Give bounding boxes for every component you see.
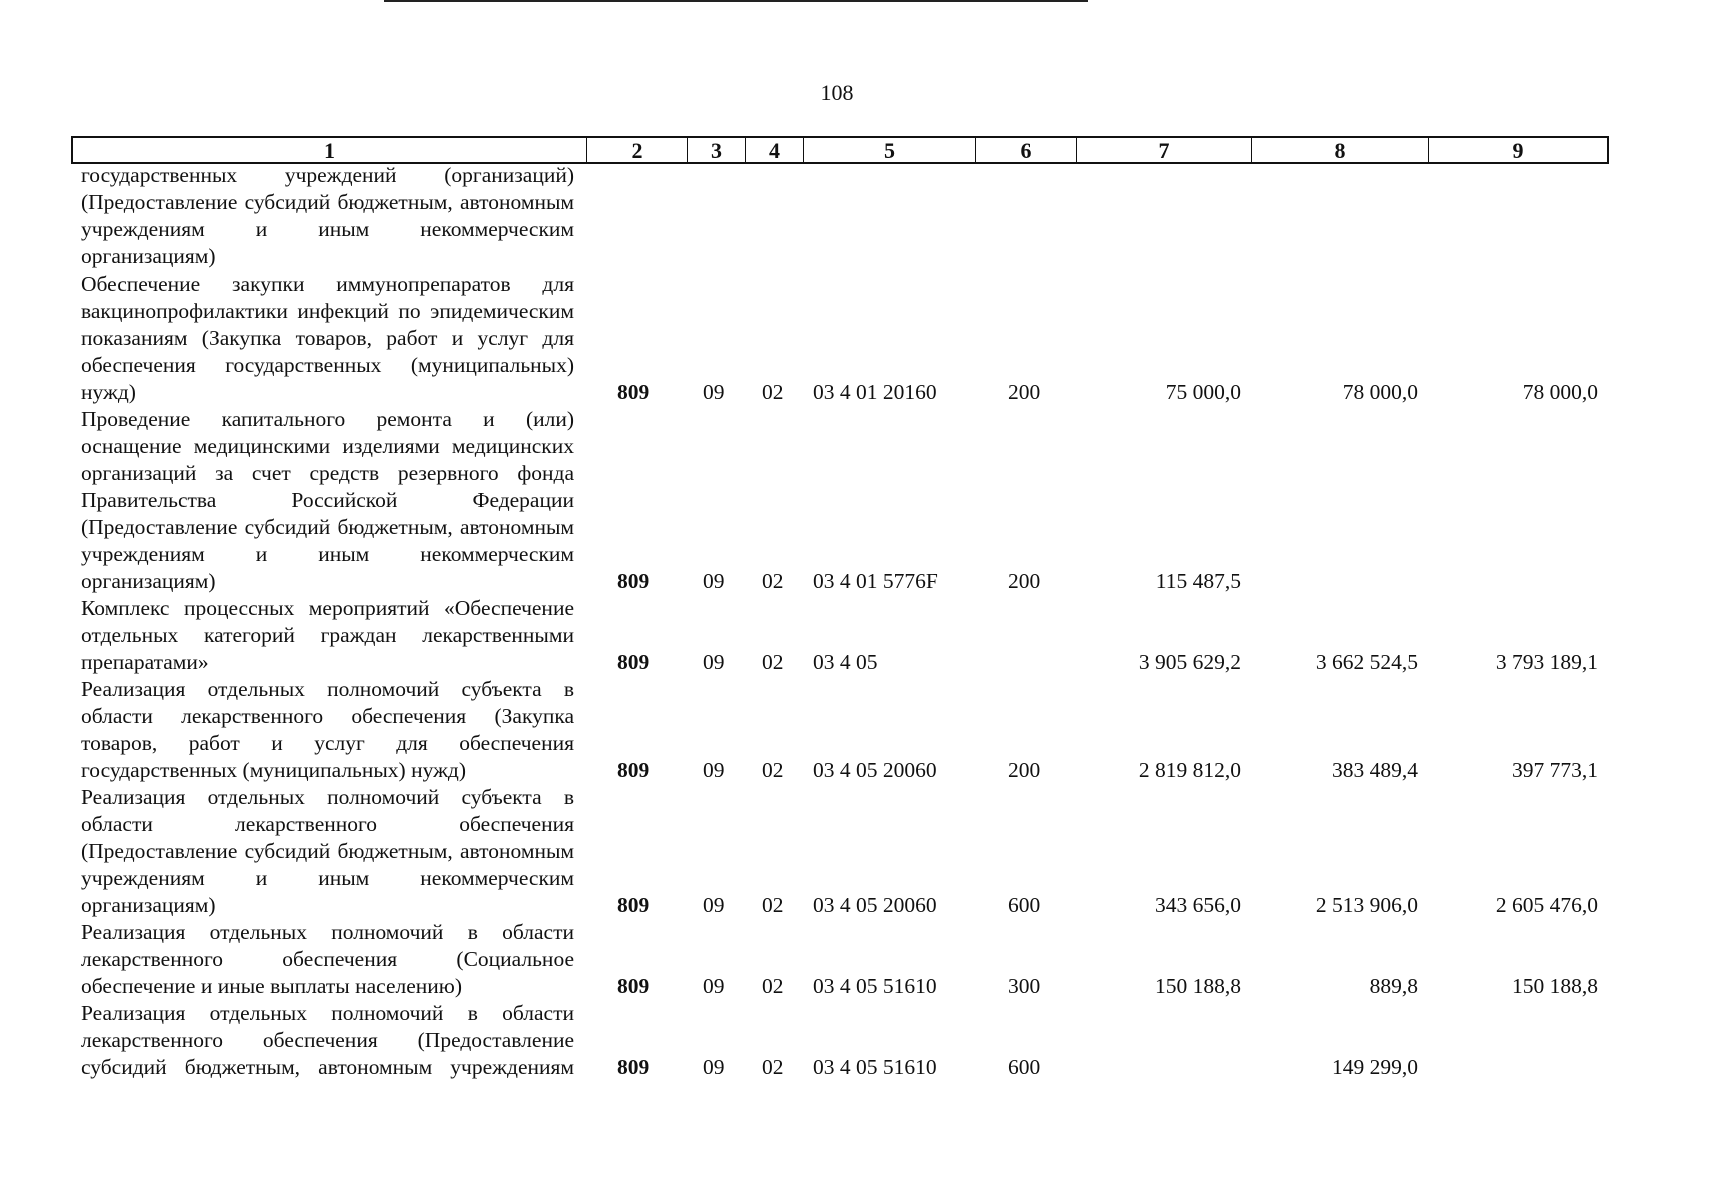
scan-artifact-line [384, 0, 1088, 2]
row-rz: 09 [703, 569, 725, 593]
header-col-8: 8 [1252, 138, 1429, 162]
row-grbs: 809 [617, 650, 650, 674]
row-year2: 383 489,4 [1332, 758, 1418, 782]
row-pr: 02 [762, 758, 784, 782]
table-header [71, 136, 1609, 164]
row-vr: 300 [1008, 974, 1041, 998]
row-vr: 200 [1008, 380, 1041, 404]
row-year1: 115 487,5 [1155, 569, 1241, 593]
row-grbs: 809 [617, 974, 650, 998]
row-description: Реализация отдельных полномочий субъекта в области лекарственного обеспечения (Закупка товаров, работ и услуг для обеспечения государственных (муниципальных) нужд) [81, 677, 574, 782]
row-rz: 09 [703, 758, 725, 782]
row-vr: 200 [1008, 569, 1041, 593]
row-rz: 09 [703, 974, 725, 998]
row-year3: 2 605 476,0 [1495, 893, 1598, 917]
row-year3: 3 793 189,1 [1495, 650, 1598, 674]
row-vr: 200 [1008, 758, 1041, 782]
row-description: Проведение капитального ремонта и (или) оснащение медицинскими изделиями медицинских организаций за счет средств резервного фонда Правительства Российской Федерации (Предоставление субсидий бюджетным, автономным учреждениям и иным некоммерческим организациям) [81, 407, 574, 593]
row-csr: 03 4 05 51610 [813, 1055, 937, 1079]
row-grbs: 809 [617, 380, 650, 404]
row-csr: 03 4 01 5776F [813, 569, 938, 593]
row-rz: 09 [703, 380, 725, 404]
row-rz: 09 [703, 1055, 725, 1079]
header-col-7: 7 [1077, 138, 1252, 162]
header-col-3: 3 [688, 138, 746, 162]
row-pr: 02 [762, 569, 784, 593]
row-rz: 09 [703, 893, 725, 917]
row-grbs: 809 [617, 1055, 650, 1079]
row-description: Комплекс процессных мероприятий «Обеспечение отдельных категорий граждан лекарственными препаратами» [81, 596, 574, 674]
row-grbs: 809 [617, 893, 650, 917]
row-year1: 343 656,0 [1155, 893, 1241, 917]
row-pr: 02 [762, 1055, 784, 1079]
header-col-2: 2 [587, 138, 688, 162]
row-year3: 78 000,0 [1522, 380, 1598, 404]
row-grbs: 809 [617, 569, 650, 593]
row-year2: 2 513 906,0 [1315, 893, 1418, 917]
row-pr: 02 [762, 650, 784, 674]
row-year1: 2 819 812,0 [1138, 758, 1241, 782]
header-col-4: 4 [746, 138, 804, 162]
row-rz: 09 [703, 650, 725, 674]
row-description: Реализация отдельных полномочий в области лекарственного обеспечения (Предоставление субсидий бюджетным, автономным учреждениям [81, 1001, 574, 1079]
row-grbs: 809 [617, 758, 650, 782]
row-csr: 03 4 05 20060 [813, 758, 937, 782]
row-vr: 600 [1008, 1055, 1041, 1079]
row-year1: 150 188,8 [1155, 974, 1241, 998]
row-csr: 03 4 01 20160 [813, 380, 937, 404]
row-year1: 3 905 629,2 [1138, 650, 1241, 674]
row-pr: 02 [762, 893, 784, 917]
page-number: 108 [820, 80, 854, 105]
row-year2: 78 000,0 [1342, 380, 1418, 404]
header-col-6: 6 [976, 138, 1077, 162]
row-year1: 75 000,0 [1165, 380, 1241, 404]
header-col-5: 5 [804, 138, 976, 162]
row-description: Реализация отдельных полномочий субъекта в области лекарственного обеспечения (Предоставление субсидий бюджетным, автономным учреждениям и иным некоммерческим организациям) [81, 785, 574, 917]
row-year3: 397 773,1 [1512, 758, 1598, 782]
row-year3: 150 188,8 [1512, 974, 1598, 998]
row-vr: 600 [1008, 893, 1041, 917]
row-year2: 889,8 [1369, 974, 1418, 998]
row-pr: 02 [762, 974, 784, 998]
row-csr: 03 4 05 20060 [813, 893, 937, 917]
row-description: Реализация отдельных полномочий в области лекарственного обеспечения (Социальное обеспечение и иные выплаты населению) [81, 920, 574, 998]
row-csr: 03 4 05 [813, 650, 878, 674]
row-description: государственных учреждений (организаций) (Предоставление субсидий бюджетным, автономным учреждениям и иным некоммерческим организациям) [81, 163, 574, 268]
row-pr: 02 [762, 380, 784, 404]
header-col-9: 9 [1512, 138, 1524, 163]
header-col-1: 1 [73, 138, 587, 162]
row-year2: 3 662 524,5 [1315, 650, 1418, 674]
row-year2: 149 299,0 [1332, 1055, 1418, 1079]
row-description: Обеспечение закупки иммунопрепаратов для вакцинопрофилактики инфекций по эпидемическим показаниям (Закупка товаров, работ и услуг для обеспечения государственных (муниципальных) нужд) [81, 272, 574, 404]
row-csr: 03 4 05 51610 [813, 974, 937, 998]
